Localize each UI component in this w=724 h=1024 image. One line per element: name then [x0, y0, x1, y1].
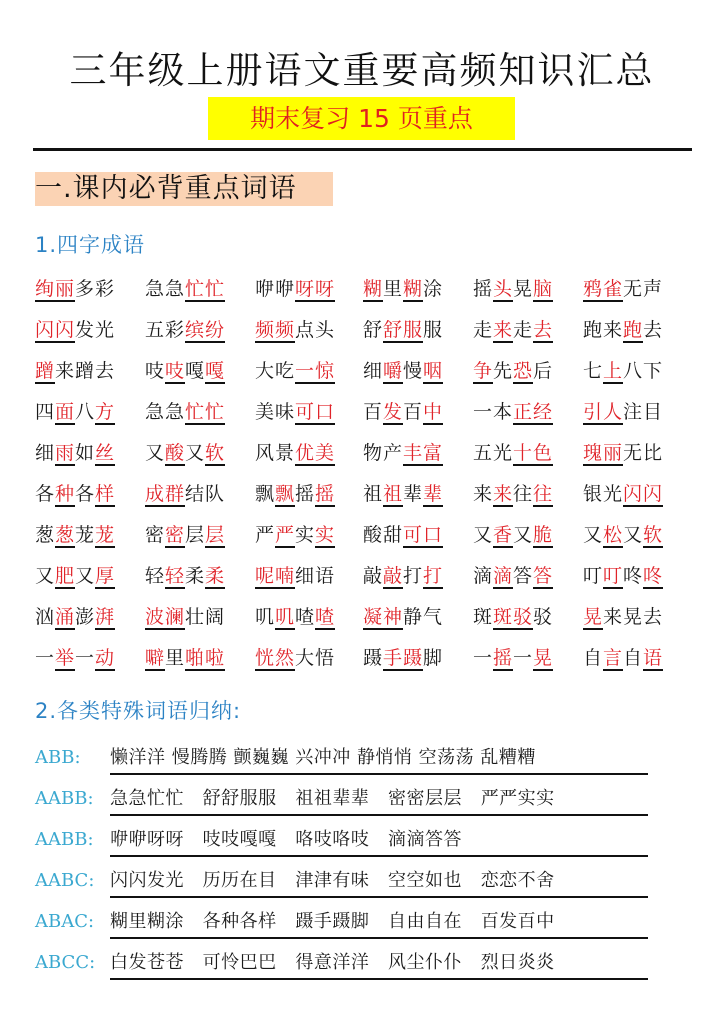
- idiom-item: [145, 561, 225, 591]
- category-label: ABB:: [35, 747, 81, 768]
- highlighted-characters: 实: [315, 524, 336, 546]
- highlighted-characters: 样: [95, 483, 116, 505]
- idiom-item: [145, 438, 225, 468]
- highlighted-characters: 晃: [583, 606, 604, 628]
- idiom-item: [35, 561, 115, 591]
- plain-characters: 七: [583, 360, 604, 382]
- plain-characters: 斑: [473, 606, 494, 628]
- highlighted-characters: 喳: [315, 606, 336, 628]
- idiom-item: [145, 479, 225, 509]
- highlighted-characters: 恐: [513, 360, 534, 382]
- idiom-item: [473, 274, 553, 304]
- word-item: 懒洋洋: [110, 747, 166, 768]
- highlighted-characters: 瑰丽: [583, 442, 624, 464]
- idiom-item: [473, 602, 553, 632]
- plain-characters: 一: [75, 647, 96, 669]
- word-item: 蹑手蹑脚: [295, 911, 370, 932]
- highlighted-characters: 严: [275, 524, 296, 546]
- plain-characters: 点头: [295, 319, 336, 341]
- highlighted-characters: 嚼: [383, 360, 404, 382]
- word-item: 舒舒服服: [202, 788, 277, 809]
- idiom-item: [473, 520, 553, 550]
- category-row: [35, 907, 655, 941]
- highlighted-characters: 丝: [95, 442, 116, 464]
- highlighted-characters: 厚: [95, 565, 116, 587]
- highlighted-characters: 叮: [603, 565, 624, 587]
- plain-characters: 嘎: [185, 360, 206, 382]
- plain-characters: 涂: [423, 278, 444, 300]
- idiom-item: [363, 274, 443, 304]
- idiom-item: [145, 520, 225, 550]
- idiom-item: [35, 315, 115, 345]
- word-item: 颤巍巍: [233, 747, 289, 768]
- plain-characters: 喳: [295, 606, 316, 628]
- plain-characters: 茏: [75, 524, 96, 546]
- word-item: 急急忙忙: [110, 788, 184, 809]
- highlighted-characters: 柔: [205, 565, 226, 587]
- word-item: 滴滴答答: [388, 829, 463, 850]
- highlighted-characters: 答: [533, 565, 554, 587]
- highlighted-characters: 糊: [363, 278, 384, 300]
- plain-characters: 自: [583, 647, 604, 669]
- idiom-item: [255, 643, 335, 673]
- plain-characters: 驳: [533, 606, 554, 628]
- plain-characters: 去: [643, 319, 664, 341]
- divider-rule: [33, 148, 692, 151]
- highlighted-characters: 面: [55, 401, 76, 423]
- idiom-item: [35, 602, 115, 632]
- plain-characters: 美味: [255, 401, 296, 423]
- plain-characters: 祖: [363, 483, 384, 505]
- idiom-item: [583, 479, 663, 509]
- plain-characters: 又: [185, 442, 206, 464]
- word-item: 可怜巴巴: [202, 952, 277, 973]
- highlighted-characters: 飘: [275, 483, 296, 505]
- highlighted-characters: 正经: [513, 401, 554, 423]
- highlighted-characters: 舒服: [383, 319, 424, 341]
- idiom-item: [583, 315, 663, 345]
- subheading-idioms: 1.四字成语: [35, 233, 146, 257]
- plain-characters: 五彩: [145, 319, 186, 341]
- subtitle-banner: 期末复习 15 页重点: [208, 97, 515, 140]
- plain-characters: 层: [185, 524, 206, 546]
- word-item: 祖祖辈辈: [295, 788, 370, 809]
- plain-characters: 里: [383, 278, 404, 300]
- idiom-item: [145, 397, 225, 427]
- word-item: 得意洋洋: [295, 952, 370, 973]
- plain-characters: 来蹭去: [55, 360, 116, 382]
- idiom-item: [473, 438, 553, 468]
- category-row: [35, 866, 655, 900]
- idiom-item: [255, 561, 335, 591]
- category-words: [110, 948, 648, 980]
- plain-characters: 又: [473, 524, 494, 546]
- plain-characters: 蹑: [363, 647, 384, 669]
- highlighted-characters: 摇: [315, 483, 336, 505]
- highlighted-characters: 辈: [423, 483, 444, 505]
- highlighted-characters: 跑: [623, 319, 644, 341]
- highlighted-characters: 涌: [55, 606, 76, 628]
- plain-characters: 一: [473, 647, 494, 669]
- plain-characters: 八: [75, 401, 96, 423]
- plain-characters: 来晃去: [603, 606, 664, 628]
- plain-characters: 敲: [363, 565, 384, 587]
- idiom-item: [473, 397, 553, 427]
- idiom-item: [363, 438, 443, 468]
- idiom-item: [255, 520, 335, 550]
- highlighted-characters: 忙忙: [185, 278, 226, 300]
- plain-characters: 如: [75, 442, 96, 464]
- idiom-item: [363, 561, 443, 591]
- highlighted-characters: 举: [55, 647, 76, 669]
- plain-characters: 多彩: [75, 278, 116, 300]
- idiom-item: [145, 602, 225, 632]
- idiom-item: [255, 274, 335, 304]
- highlighted-characters: 脑: [533, 278, 554, 300]
- word-item: 百发百中: [480, 911, 555, 932]
- idiom-item: [583, 643, 663, 673]
- idiom-item: [473, 356, 553, 386]
- plain-characters: 急急: [145, 278, 186, 300]
- idiom-item: [583, 397, 663, 427]
- highlighted-characters: 上: [603, 360, 624, 382]
- idiom-item: [35, 643, 115, 673]
- category-words: [110, 907, 648, 939]
- category-row: [35, 948, 655, 982]
- highlighted-characters: 祖: [383, 483, 404, 505]
- highlighted-characters: 糊: [403, 278, 424, 300]
- plain-characters: 晃: [513, 278, 534, 300]
- highlighted-characters: 嘎: [205, 360, 226, 382]
- plain-characters: 澎: [75, 606, 96, 628]
- plain-characters: 银光: [583, 483, 624, 505]
- plain-characters: 叮: [583, 565, 604, 587]
- plain-characters: 跑来: [583, 319, 624, 341]
- highlighted-characters: 丰富: [403, 442, 444, 464]
- highlighted-characters: 软: [643, 524, 664, 546]
- idiom-item: [363, 643, 443, 673]
- page-title: 三年级上册语文重要高频知识汇总: [69, 49, 655, 92]
- word-item: 恋恋不舍: [480, 870, 555, 891]
- category-row: [35, 743, 655, 777]
- plain-characters: 咚: [623, 565, 644, 587]
- idiom-item: [363, 315, 443, 345]
- highlighted-characters: 中: [423, 401, 444, 423]
- plain-characters: 答: [513, 565, 534, 587]
- highlighted-characters: 可口: [403, 524, 444, 546]
- plain-characters: 又: [35, 565, 56, 587]
- highlighted-characters: 咚: [643, 565, 664, 587]
- highlighted-characters: 松: [603, 524, 624, 546]
- idiom-item: [35, 356, 115, 386]
- plain-characters: 往: [513, 483, 534, 505]
- word-item: 糊里糊涂: [110, 911, 184, 932]
- highlighted-characters: 手蹑: [383, 647, 424, 669]
- highlighted-characters: 十色: [513, 442, 554, 464]
- plain-characters: 来: [473, 483, 494, 505]
- word-item: 兴冲冲: [295, 747, 351, 768]
- highlighted-characters: 密: [165, 524, 186, 546]
- plain-characters: 壮阔: [185, 606, 226, 628]
- idiom-item: [363, 397, 443, 427]
- highlighted-characters: 成群: [145, 483, 186, 505]
- idiom-item: [35, 397, 115, 427]
- highlighted-characters: 吱: [165, 360, 186, 382]
- category-label: AABB:: [35, 829, 94, 850]
- highlighted-characters: 茏: [95, 524, 116, 546]
- word-item: 空荡荡: [418, 747, 475, 768]
- idiom-item: [255, 479, 335, 509]
- idiom-item: [255, 602, 335, 632]
- plain-characters: 又: [145, 442, 166, 464]
- word-item: 风尘仆仆: [388, 952, 463, 973]
- plain-characters: 舒: [363, 319, 384, 341]
- plain-characters: 百: [403, 401, 424, 423]
- plain-characters: 里: [165, 647, 186, 669]
- plain-characters: 后: [533, 360, 554, 382]
- idiom-item: [473, 315, 553, 345]
- word-item: 自由自在: [388, 911, 463, 932]
- category-words: [110, 743, 648, 775]
- highlighted-characters: 雨: [55, 442, 76, 464]
- plain-characters: 服: [423, 319, 444, 341]
- highlighted-characters: 来: [493, 483, 514, 505]
- highlighted-characters: 往: [533, 483, 554, 505]
- idiom-item: [583, 438, 663, 468]
- word-item: 各种各样: [202, 911, 277, 932]
- idiom-item: [35, 274, 115, 304]
- plain-characters: 注目: [623, 401, 664, 423]
- plain-characters: 咿咿: [255, 278, 296, 300]
- plain-characters: 自: [623, 647, 644, 669]
- word-item: 白发苍苍: [110, 952, 184, 973]
- plain-characters: 无声: [623, 278, 664, 300]
- idiom-item: [145, 356, 225, 386]
- plain-characters: 细: [35, 442, 56, 464]
- highlighted-characters: 斑驳: [493, 606, 534, 628]
- highlighted-characters: 种: [55, 483, 76, 505]
- highlighted-characters: 滴: [493, 565, 514, 587]
- highlighted-characters: 绚丽: [35, 278, 76, 300]
- plain-characters: 细: [363, 360, 384, 382]
- idiom-item: [255, 356, 335, 386]
- highlighted-characters: 恍然: [255, 647, 296, 669]
- idiom-item: [363, 356, 443, 386]
- highlighted-characters: 频频: [255, 319, 296, 341]
- plain-characters: 密: [145, 524, 166, 546]
- highlighted-characters: 缤纷: [185, 319, 226, 341]
- plain-characters: 先: [493, 360, 514, 382]
- plain-characters: 叽: [255, 606, 276, 628]
- plain-characters: 脚: [423, 647, 444, 669]
- highlighted-characters: 去: [533, 319, 554, 341]
- highlighted-characters: 轻: [165, 565, 186, 587]
- highlighted-characters: 忙忙: [185, 401, 226, 423]
- idiom-item: [363, 602, 443, 632]
- highlighted-characters: 来: [493, 319, 514, 341]
- idiom-item: [145, 643, 225, 673]
- word-item: 闪闪发光: [110, 870, 184, 891]
- plain-characters: 各: [75, 483, 96, 505]
- idiom-item: [35, 479, 115, 509]
- highlighted-characters: 噼: [145, 647, 166, 669]
- highlighted-characters: 晃: [533, 647, 554, 669]
- idiom-item: [473, 561, 553, 591]
- plain-characters: 摇: [295, 483, 316, 505]
- plain-characters: 又: [623, 524, 644, 546]
- highlighted-characters: 闪闪: [35, 319, 76, 341]
- plain-characters: 大吃: [255, 360, 296, 382]
- highlighted-characters: 可口: [295, 401, 336, 423]
- plain-characters: 大悟: [295, 647, 336, 669]
- highlighted-characters: 争: [473, 360, 494, 382]
- plain-characters: 物产: [363, 442, 404, 464]
- highlighted-characters: 言: [603, 647, 624, 669]
- highlighted-characters: 层: [205, 524, 226, 546]
- highlighted-characters: 摇: [493, 647, 514, 669]
- word-item: 空空如也: [388, 870, 463, 891]
- word-item: 历历在目: [202, 870, 277, 891]
- highlighted-characters: 闪闪: [623, 483, 664, 505]
- idiom-item: [583, 602, 663, 632]
- highlighted-characters: 软: [205, 442, 226, 464]
- idiom-item: [473, 479, 553, 509]
- plain-characters: 实: [295, 524, 316, 546]
- highlighted-characters: 发: [383, 401, 404, 423]
- plain-characters: 柔: [185, 565, 206, 587]
- category-words: [110, 866, 648, 898]
- highlighted-characters: 湃: [95, 606, 116, 628]
- idiom-item: [583, 274, 663, 304]
- word-item: 津津有味: [295, 870, 370, 891]
- category-words: [110, 784, 648, 816]
- highlighted-characters: 敲: [383, 565, 404, 587]
- word-item: 吱吱嘎嘎: [202, 829, 277, 850]
- plain-characters: 酸甜: [363, 524, 404, 546]
- highlighted-characters: 语: [643, 647, 664, 669]
- category-label: AABB:: [35, 788, 94, 809]
- word-item: 烈日炎炎: [480, 952, 555, 973]
- idiom-item: [583, 520, 663, 550]
- highlighted-characters: 脆: [533, 524, 554, 546]
- idiom-item: [145, 315, 225, 345]
- word-item: 密密层层: [388, 788, 463, 809]
- highlighted-characters: 啪啦: [185, 647, 226, 669]
- highlighted-characters: 引人: [583, 401, 624, 423]
- idiom-item: [145, 274, 225, 304]
- plain-characters: 一: [35, 647, 56, 669]
- plain-characters: 又: [513, 524, 534, 546]
- highlighted-characters: 打: [423, 565, 444, 587]
- plain-characters: 打: [403, 565, 424, 587]
- plain-characters: 细语: [295, 565, 336, 587]
- section-heading: 一.课内必背重点词语: [35, 172, 333, 206]
- plain-characters: 飘: [255, 483, 276, 505]
- plain-characters: 又: [75, 565, 96, 587]
- idiom-item: [583, 561, 663, 591]
- idiom-item: [255, 397, 335, 427]
- plain-characters: 五光: [473, 442, 514, 464]
- highlighted-characters: 咽: [423, 360, 444, 382]
- plain-characters: 慢: [403, 360, 424, 382]
- category-label: ABAC:: [35, 911, 95, 932]
- subheading-special-words: 2.各类特殊词语归纳:: [35, 699, 242, 723]
- plain-characters: 吱: [145, 360, 166, 382]
- plain-characters: 走: [473, 319, 494, 341]
- category-row: [35, 825, 655, 859]
- idiom-item: [583, 356, 663, 386]
- highlighted-characters: 凝神: [363, 606, 404, 628]
- word-item: 咿咿呀呀: [110, 829, 184, 850]
- idiom-item: [473, 643, 553, 673]
- word-item: 乱糟糟: [480, 747, 536, 768]
- highlighted-characters: 蹭: [35, 360, 56, 382]
- word-item: 咯吱咯吱: [295, 829, 370, 850]
- plain-characters: 无比: [623, 442, 664, 464]
- plain-characters: 滴: [473, 565, 494, 587]
- idiom-item: [255, 438, 335, 468]
- highlighted-characters: 葱: [55, 524, 76, 546]
- category-label: ABCC:: [35, 952, 96, 973]
- idiom-item: [363, 520, 443, 550]
- idiom-item: [255, 315, 335, 345]
- plain-characters: 汹: [35, 606, 56, 628]
- plain-characters: 风景: [255, 442, 296, 464]
- highlighted-characters: 方: [95, 401, 116, 423]
- highlighted-characters: 一惊: [295, 360, 336, 382]
- plain-characters: 百: [363, 401, 384, 423]
- idiom-item: [35, 438, 115, 468]
- highlighted-characters: 香: [493, 524, 514, 546]
- word-item: 静悄悄: [356, 747, 413, 768]
- plain-characters: 八下: [623, 360, 664, 382]
- highlighted-characters: 优美: [295, 442, 336, 464]
- plain-characters: 一: [513, 647, 534, 669]
- highlighted-characters: 动: [95, 647, 116, 669]
- plain-characters: 四: [35, 401, 56, 423]
- plain-characters: 辈: [403, 483, 424, 505]
- plain-characters: 又: [583, 524, 604, 546]
- highlighted-characters: 呀呀: [295, 278, 336, 300]
- word-item: 慢腾腾: [171, 747, 228, 768]
- category-row: [35, 784, 655, 818]
- plain-characters: 葱: [35, 524, 56, 546]
- plain-characters: 静气: [403, 606, 444, 628]
- plain-characters: 各: [35, 483, 56, 505]
- plain-characters: 轻: [145, 565, 166, 587]
- highlighted-characters: 波澜: [145, 606, 186, 628]
- plain-characters: 走: [513, 319, 534, 341]
- highlighted-characters: 鸦雀: [583, 278, 624, 300]
- highlighted-characters: 呢喃: [255, 565, 296, 587]
- highlighted-characters: 肥: [55, 565, 76, 587]
- word-item: 严严实实: [480, 788, 555, 809]
- category-label: AABC:: [35, 870, 95, 891]
- idiom-item: [35, 520, 115, 550]
- highlighted-characters: 酸: [165, 442, 186, 464]
- plain-characters: 摇: [473, 278, 494, 300]
- plain-characters: 发光: [75, 319, 116, 341]
- highlighted-characters: 头: [493, 278, 514, 300]
- plain-characters: 结队: [185, 483, 226, 505]
- plain-characters: 严: [255, 524, 276, 546]
- category-words: [110, 825, 648, 857]
- idiom-item: [363, 479, 443, 509]
- plain-characters: 一本: [473, 401, 514, 423]
- highlighted-characters: 叽: [275, 606, 296, 628]
- plain-characters: 急急: [145, 401, 186, 423]
